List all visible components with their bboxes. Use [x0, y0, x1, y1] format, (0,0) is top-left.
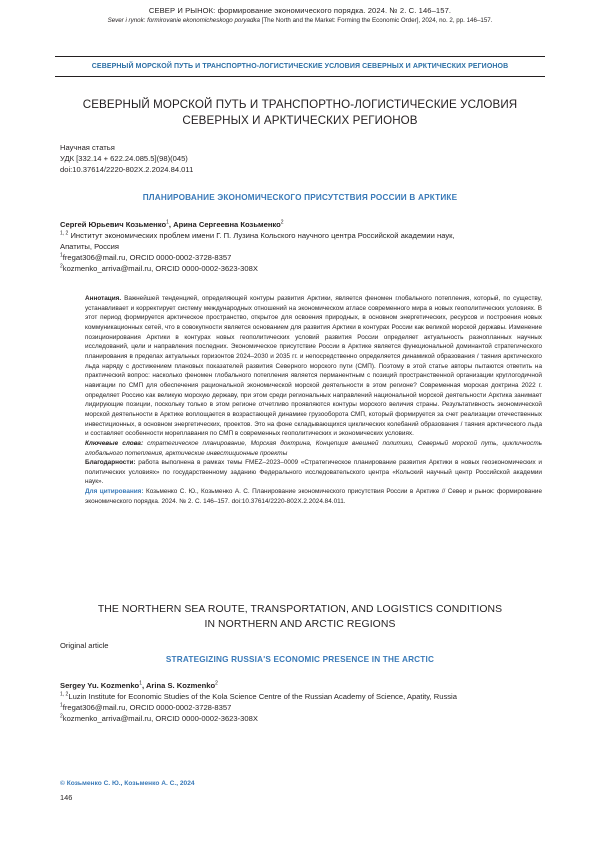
author1-name-ru: Сергей Юрьевич Козьменко	[60, 220, 167, 229]
header-divider-top	[55, 56, 545, 57]
article-type-en: Original article	[60, 641, 109, 650]
contact1-mark-en: 1	[60, 702, 63, 709]
abstract-block	[85, 294, 542, 506]
journal-citation-en	[0, 16, 600, 25]
affiliation-ru-line1: Институт экономических проблем имени Г. П. Лузина Кольского научного центра Российской академии наук,	[70, 231, 455, 240]
header-divider-bottom	[55, 76, 545, 77]
section-heading: СЕВЕРНЫЙ МОРСКОЙ ПУТЬ И ТРАНСПОРТНО-ЛОГИСТИЧЕСКИЕ УСЛОВИЯ СЕВЕРНЫХ И АРКТИЧЕСКИХ РЕГИОНОВ	[91, 63, 509, 70]
rubric-title-en-line2: IN NORTHERN AND ARCTIC REGIONS	[204, 619, 396, 630]
author1-affil-mark-en: 1	[139, 680, 142, 687]
rubric-title-ru	[60, 97, 540, 129]
citation-text: Козьменко С. Ю., Козьменко А. С. Планирование экономического присутствия России в Арктике // Север и рынок: формирование экономического порядка. 2024. № 2. С. 146–157. doi:10.37614/2220-802X.2.2024.84.011.	[85, 488, 542, 505]
authors-en	[60, 680, 540, 724]
contact-author1-en	[60, 702, 540, 713]
abstract	[85, 294, 542, 439]
contact-author2-en	[60, 713, 540, 724]
acknowledgments-text: работа выполнена в рамках темы FMEZ–2023–0009 «Стратегическое планирование развития Арктики в новых геоэкономических и политических условиях» по государственному заданию Федерального исследовательского центра «Кольский научный центр Российской академии наук».	[85, 459, 542, 486]
article-title-en: STRATEGIZING RUSSIA'S ECONOMIC PRESENCE IN THE ARCTIC	[165, 655, 435, 664]
contact1-mark: 1	[60, 252, 63, 259]
rubric-title-ru-line1: СЕВЕРНЫЙ МОРСКОЙ ПУТЬ И ТРАНСПОРТНО-ЛОГИСТИЧЕСКИЕ УСЛОВИЯ	[82, 98, 518, 111]
rubric-title-en-line1: THE NORTHERN SEA ROUTE, TRANSPORTATION, AND LOGISTICS CONDITIONS	[97, 604, 503, 615]
author-separator-en: ,	[141, 681, 146, 690]
journal-citation-ru: СЕВЕР И РЫНОК: формирование экономического порядка. 2024. № 2. С. 146–157.	[148, 6, 452, 15]
author1-name-en: Sergey Yu. Kozmenko	[60, 681, 140, 690]
journal-citation-en-rest: [The North and the Market: Forming the Economic Order], 2024, no. 2, pp. 146–157.	[259, 17, 493, 24]
keywords	[85, 439, 542, 458]
udc-code: УДК [332.14 + 622.24.085.5](98)(045)	[60, 154, 188, 163]
author2-name-ru: Арина Сергеевна Козьменко	[173, 220, 281, 229]
contact2-text: kozmenko_arriva@mail.ru, ORCID 0000-0002-3623-308X	[62, 264, 258, 273]
affiliation-ru-line2: Апатиты, Россия	[60, 242, 120, 251]
contact2-mark-en: 2	[60, 713, 63, 720]
article-meta-ru	[60, 142, 193, 175]
acknowledgments	[85, 458, 542, 487]
running-head	[0, 6, 600, 25]
abstract-text: Важнейшей тенденцией, определяющей контуры развития Арктики, является феномен глобального потепления, который, по существу, устанавливает и корректирует систему международных отношений на экономическом атласе современного мира в новых геополитических условиях. В этот период формируется арктическое пространство, открытое для освоения природных, в основном энергетических, ресурсов и построения новых коммуникационных сетей, что в совокупности является основанием для развития Арктики в контурах России как великой морской державы. Изменение позиционирования Арктики в контурах новых геополитических условий развития России определяет актуальность разнопланных научных исследований, цели и направления последних. Экономическое присутствие России в Арктике является функциональной доминантой стратегического планирования в пределах актуальных горизонтов 2024–2030 и 2035 гг. и непосредственно определяется динамикой образования / таяния арктического льда наряду с достижением плановых показателей развития Северного морского пути (СМП). Поэтому в этой статье авторы пытаются ответить на практический вопрос: насколько феномен глобального потепления является перманентным с позиций пространственной организации круглогодичной навигации по СМП для обеспечения рациональной экономической морской деятельности в этом регионе? Современная морская доктрина 2022 г. определяет Россию как великую морскую державу, при этом среди региональных направлений национальной морской деятельности Арктика занимает лидирующие позиции, поскольку только в этом регионе отчетливо проявляются контуры морского величия страны. Результативность экономической морской деятельности в Арктике воплощается в возрастающей динамике грузооборота СМП, который формируется за счет реализации отечественных инвестиционных, в основном энергетических, проектов. Это на фоне складывающихся циклических колебаний образования / таяния арктического льда и составляет особенности мореплавания по СМП в современных геополитических и экономических условиях.	[85, 295, 542, 438]
rubric-title-ru-line2: СЕВЕРНЫХ И АРКТИЧЕСКИХ РЕГИОНОВ	[182, 114, 418, 127]
contact1-text-en: fregat306@mail.ru, ORCID 0000-0002-3728-8357	[62, 703, 232, 712]
affiliation-en-text: Luzin Institute for Economic Studies of the Kola Science Centre of the Russian Academy of Science, Apatity, Russia	[68, 692, 457, 701]
authors-ru	[60, 219, 540, 274]
author-names-ru	[60, 219, 540, 230]
abstract-label: Аннотация.	[85, 295, 122, 302]
affiliation-en	[60, 691, 540, 702]
contact1-text: fregat306@mail.ru, ORCID 0000-0002-3728-8357	[62, 253, 232, 262]
copyright: © Козьменко С. Ю., Козьменко А. С., 2024	[60, 780, 195, 787]
contact2-mark: 2	[60, 263, 63, 270]
affil-mark-en: 1, 2	[60, 691, 69, 698]
author2-affil-mark: 2	[280, 219, 284, 226]
author2-name-en: Arina S. Kozmenko	[145, 681, 216, 690]
author2-affil-mark-en: 2	[215, 680, 218, 687]
contact2-text-en: kozmenko_arriva@mail.ru, ORCID 0000-0002-3623-308X	[62, 714, 258, 723]
article-title-ru: ПЛАНИРОВАНИЕ ЭКОНОМИЧЕСКОГО ПРИСУТСТВИЯ РОССИИ В АРКТИКЕ	[142, 193, 458, 202]
affiliation-ru	[60, 230, 540, 241]
keywords-label: Ключевые слова:	[85, 439, 144, 447]
page-number: 146	[60, 793, 73, 802]
author1-affil-mark: 1	[166, 219, 169, 226]
rubric-title-en	[60, 602, 540, 632]
affil-mark: 1, 2	[60, 230, 69, 237]
doi: doi:10.37614/2220-802X.2.2024.84.011	[60, 165, 194, 174]
article-type-ru: Научная статья	[60, 143, 115, 152]
contact-author2-ru	[60, 263, 540, 274]
contact-author1-ru	[60, 252, 540, 263]
citation	[85, 487, 542, 506]
author-separator: ,	[168, 220, 174, 229]
keywords-text: стратегическое планирование, Морская доктрина, Концепция внешней политики, Северный морской путь, цикличность глобального потепления, арктические инвестиционные проекты	[85, 439, 542, 457]
journal-title-transliterated: Sever i rynok: formirovanie ekonomicheskogo poryadka	[107, 17, 260, 24]
acknowledgments-label: Благодарности:	[85, 459, 136, 467]
author-names-en	[60, 680, 540, 691]
citation-label: Для цитирования:	[85, 488, 144, 496]
